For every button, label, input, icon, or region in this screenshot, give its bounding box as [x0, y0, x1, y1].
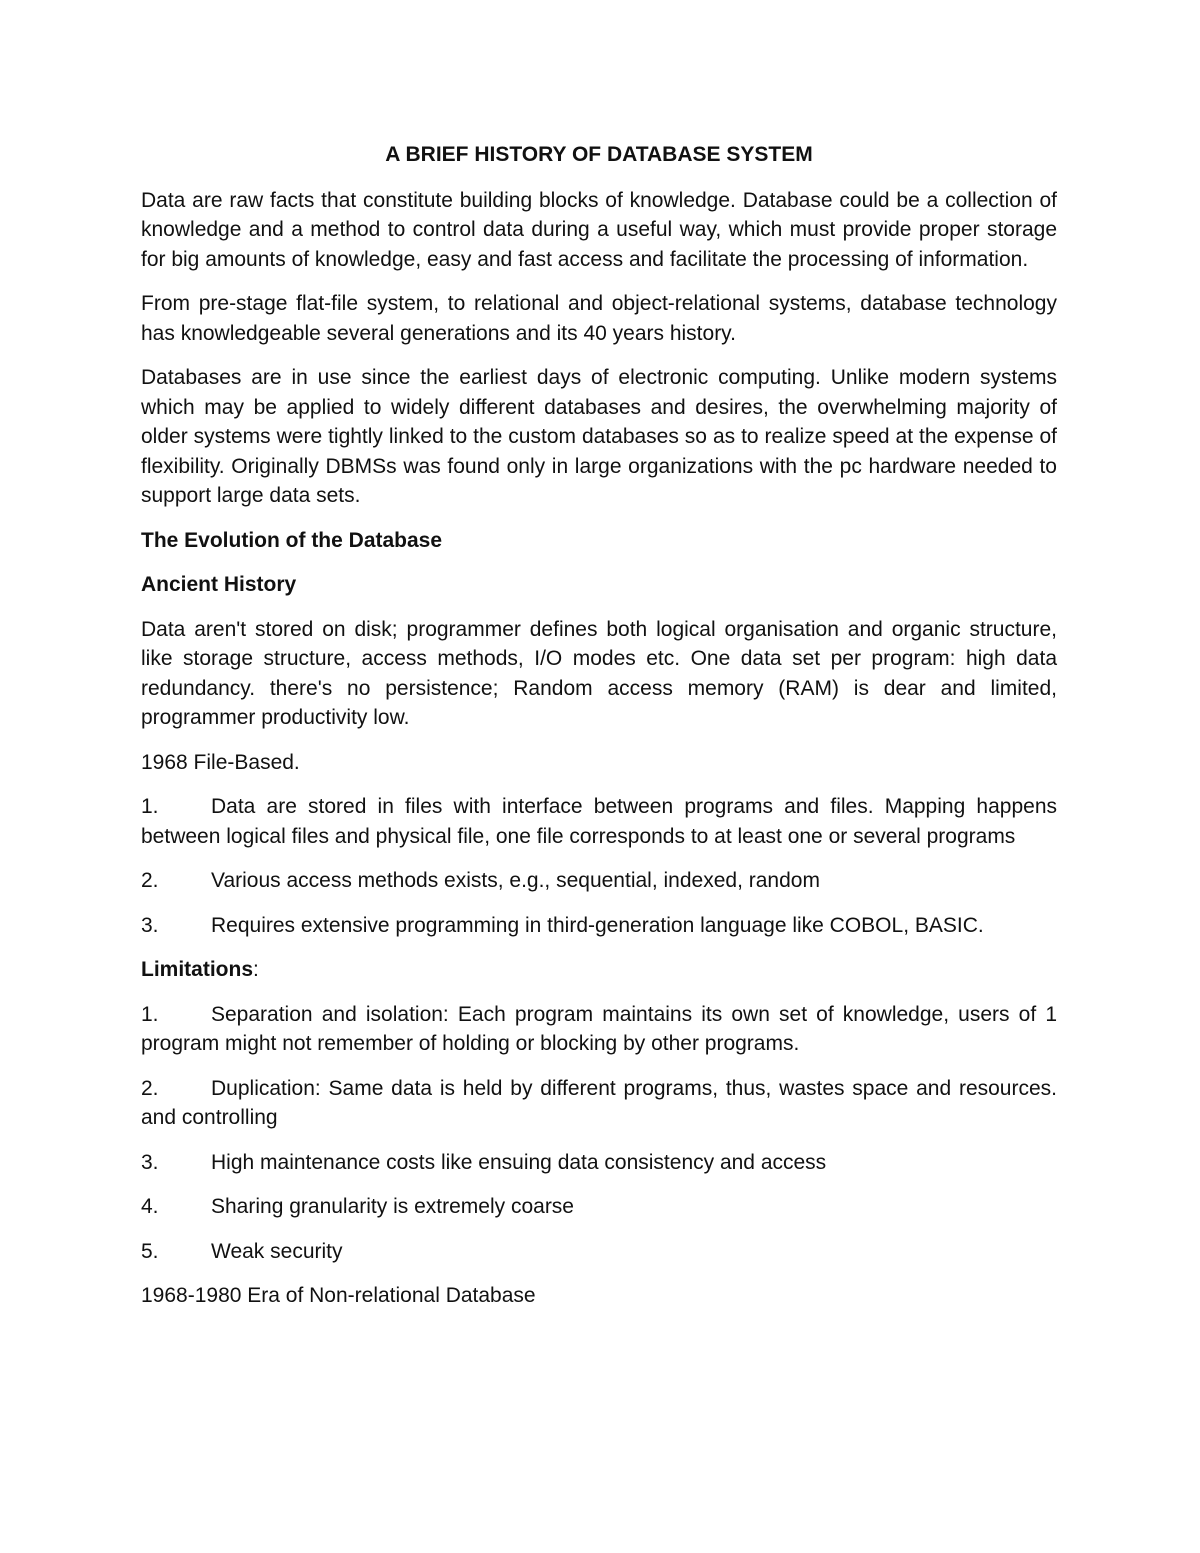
list-item-text: Sharing granularity is extremely coarse: [211, 1195, 574, 1218]
list-item-number: 1.: [141, 795, 159, 818]
limitations-heading: [141, 955, 1057, 985]
list-item-text: Duplication: Same data is held by different programs, thus, wastes space and resources. and controlling: [141, 1076, 1057, 1129]
list-item-number: 2.: [141, 1076, 159, 1100]
list-item-text: Requires extensive programming in third-generation language like COBOL, BASIC.: [211, 913, 984, 937]
list-item-number: 5.: [141, 1239, 159, 1263]
file-based-heading: 1968 File-Based.: [141, 750, 300, 774]
list-item: [141, 1192, 1057, 1222]
list-item: [141, 1148, 1057, 1178]
intro-paragraph: From pre-stage flat-file system, to relational and object-relational systems, database technology has knowledgeable several generations and its 40 years history.: [141, 292, 1057, 345]
document-page: [141, 140, 1057, 1326]
list-item-number: 3.: [141, 913, 159, 937]
document-title: A BRIEF HISTORY OF DATABASE SYSTEM: [385, 143, 813, 166]
intro-paragraph: Databases are in use since the earliest days of electronic computing. Unlike modern systems which may be applied to widely different databases and desires, the overwhelming majority of older systems were tightly linked to the custom databases so as to realize speed at the expense of flexibility. Originally DBMSs was found only in large organizations with the pc hardware needed to support large data sets.: [141, 366, 1057, 507]
limitations-heading-label: Limitations: [141, 958, 254, 981]
list-item: [141, 1000, 1057, 1059]
list-item-number: 4.: [141, 1195, 159, 1218]
ancient-history-heading: Ancient History: [141, 573, 297, 596]
list-item-number: 3.: [141, 1150, 159, 1174]
list-item-text: Weak security: [211, 1239, 343, 1263]
list-item: [141, 911, 1057, 941]
list-item-number: 1.: [141, 1002, 159, 1026]
limitations-heading-colon: :: [253, 958, 259, 981]
list-item-text: High maintenance costs like ensuing data consistency and access: [211, 1150, 827, 1174]
ancient-history-paragraph: Data aren't stored on disk; programmer defines both logical organisation and organic structure, like storage structure, access methods, I/O modes etc. One data set per program: high data redundancy. there's no persistence; Random access memory (RAM) is dear and limited, programmer productivity low.: [141, 617, 1057, 729]
list-item: [141, 1237, 1057, 1267]
list-item-number: 2.: [141, 869, 159, 892]
era-heading: 1968-1980 Era of Non-relational Database: [141, 1284, 536, 1307]
list-item: [141, 1074, 1057, 1133]
list-item: [141, 792, 1057, 851]
list-item: [141, 866, 1057, 896]
list-item-text: Various access methods exists, e.g., sequential, indexed, random: [211, 869, 820, 892]
evolution-heading: The Evolution of the Database: [141, 528, 443, 552]
list-item-text: Data are stored in files with interface between programs and files. Mapping happens between logical files and physical file, one file corresponds to at least one or several programs: [141, 795, 1057, 848]
list-item-text: Separation and isolation: Each program maintains its own set of knowledge, users of 1 program might not remember of holding or blocking by other programs.: [141, 1002, 1057, 1055]
intro-paragraph: Data are raw facts that constitute building blocks of knowledge. Database could be a collection of knowledge and a method to control data during a useful way, which must provide proper storage for big amounts of knowledge, easy and fast access and facilitate the processing of information.: [141, 188, 1057, 271]
